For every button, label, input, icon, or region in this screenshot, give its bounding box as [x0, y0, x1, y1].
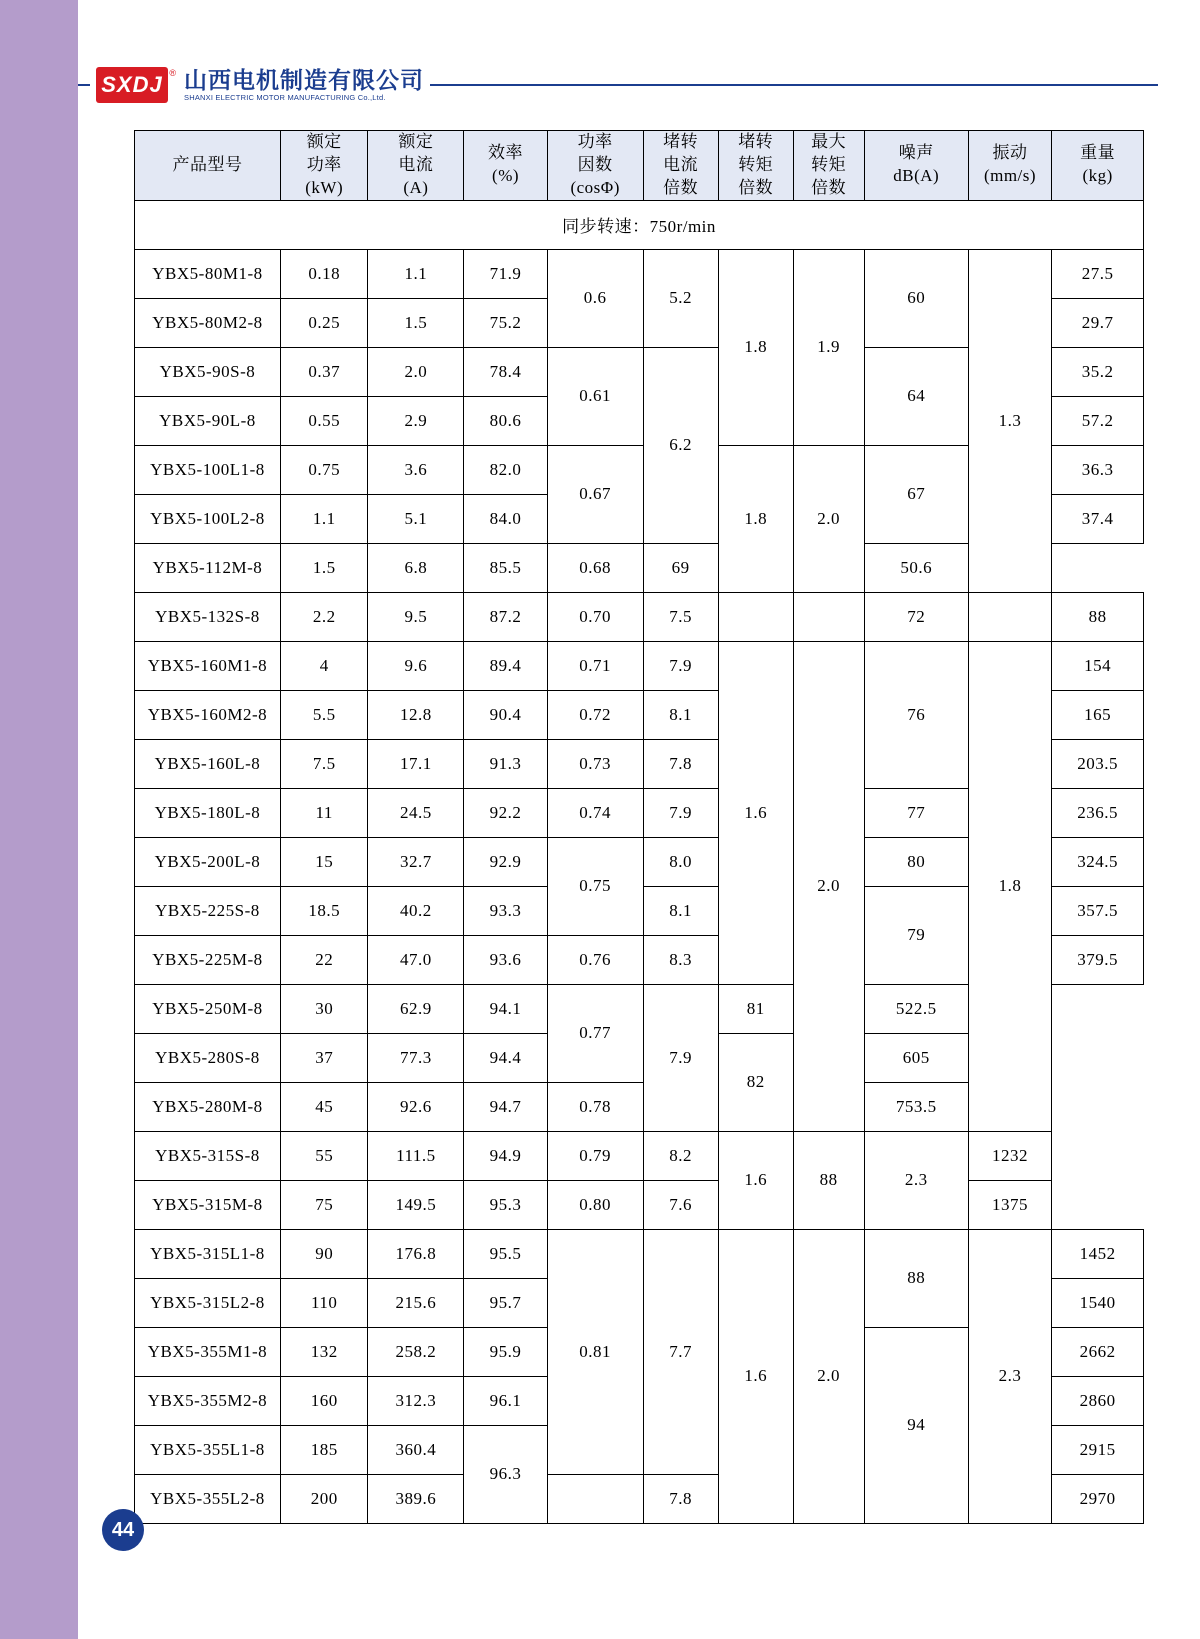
company-name-cn: 山西电机制造有限公司	[184, 66, 424, 93]
cell-model: YBX5-280M-8	[135, 1082, 281, 1131]
cell-current: 111.5	[368, 1131, 464, 1180]
cell-current: 258.2	[368, 1327, 464, 1376]
cell-power-factor: 0.71	[547, 641, 643, 690]
cell-weight: 605	[864, 1033, 968, 1082]
cell-efficiency: 94.9	[464, 1131, 547, 1180]
cell-locked-current: 7.9	[643, 641, 718, 690]
col-vibration: 振动 (mm/s)	[968, 131, 1051, 201]
cell-locked-current: 8.1	[643, 886, 718, 935]
cell-power: 15	[280, 837, 368, 886]
cell-model: YBX5-80M1-8	[135, 249, 281, 298]
cell-efficiency: 82.0	[464, 445, 547, 494]
cell-model: YBX5-100L2-8	[135, 494, 281, 543]
cell-power: 5.5	[280, 690, 368, 739]
cell-power: 1.5	[280, 543, 368, 592]
col-weight: 重量 (kg)	[1052, 131, 1144, 201]
cell-power-factor: 0.77	[547, 984, 643, 1082]
cell-model: YBX5-225S-8	[135, 886, 281, 935]
header-rule-left	[78, 84, 90, 86]
cell-efficiency: 91.3	[464, 739, 547, 788]
cell-weight: 37.4	[1052, 494, 1144, 543]
cell-power-factor: 0.6	[547, 249, 643, 347]
cell-weight: 2970	[1052, 1474, 1144, 1523]
cell-noise: 77	[864, 788, 968, 837]
cell-locked-torque: 1.6	[718, 1131, 793, 1229]
cell-efficiency: 92.9	[464, 837, 547, 886]
page-number-badge: 44	[102, 1509, 144, 1551]
cell-current: 1.5	[368, 298, 464, 347]
cell-power: 1.1	[280, 494, 368, 543]
cell-locked-current: 7.7	[643, 1229, 718, 1474]
cell-power: 4	[280, 641, 368, 690]
cell-model: YBX5-100L1-8	[135, 445, 281, 494]
company-name-en: SHANXI ELECTRIC MOTOR MANUFACTURING Co.,Ltd.	[184, 93, 386, 103]
cell-model: YBX5-355L1-8	[135, 1425, 281, 1474]
cell-max-torque	[793, 592, 864, 641]
cell-power: 2.2	[280, 592, 368, 641]
cell-noise: 69	[643, 543, 718, 592]
cell-locked-current: 7.8	[643, 1474, 718, 1523]
cell-efficiency: 71.9	[464, 249, 547, 298]
cell-locked-current: 7.8	[643, 739, 718, 788]
cell-max-torque: 2.0	[793, 641, 864, 1131]
cell-power: 132	[280, 1327, 368, 1376]
cell-power: 0.75	[280, 445, 368, 494]
cell-weight: 324.5	[1052, 837, 1144, 886]
cell-max-torque: 1.9	[793, 249, 864, 445]
cell-current: 9.5	[368, 592, 464, 641]
cell-weight: 36.3	[1052, 445, 1144, 494]
cell-current: 9.6	[368, 641, 464, 690]
cell-efficiency: 85.5	[464, 543, 547, 592]
table-row	[135, 1180, 1144, 1229]
cell-power-factor: 0.73	[547, 739, 643, 788]
cell-power: 0.25	[280, 298, 368, 347]
cell-efficiency: 95.7	[464, 1278, 547, 1327]
cell-weight: 2662	[1052, 1327, 1144, 1376]
cell-noise: 94	[864, 1327, 968, 1523]
cell-efficiency: 92.2	[464, 788, 547, 837]
cell-current: 77.3	[368, 1033, 464, 1082]
cell-power-factor: 0.76	[547, 935, 643, 984]
page-sheet	[78, 0, 1200, 1639]
cell-weight: 35.2	[1052, 347, 1144, 396]
section-title-row	[135, 200, 1144, 249]
cell-current: 32.7	[368, 837, 464, 886]
table-row	[135, 641, 1144, 690]
cell-efficiency: 87.2	[464, 592, 547, 641]
cell-current: 2.0	[368, 347, 464, 396]
cell-power-factor: 0.61	[547, 347, 643, 445]
table-row	[135, 249, 1144, 298]
cell-weight: 753.5	[864, 1082, 968, 1131]
cell-vibration: 2.3	[968, 1229, 1051, 1523]
cell-efficiency: 95.3	[464, 1180, 547, 1229]
company-logo	[90, 67, 430, 103]
col-rated-power: 额定 功率 (kW)	[280, 131, 368, 201]
cell-locked-torque: 1.6	[718, 1229, 793, 1523]
cell-model: YBX5-160L-8	[135, 739, 281, 788]
col-max-torque: 最大 转矩 倍数	[793, 131, 864, 201]
cell-weight: 27.5	[1052, 249, 1144, 298]
motor-spec-table	[134, 130, 1144, 1524]
cell-current: 17.1	[368, 739, 464, 788]
cell-efficiency: 80.6	[464, 396, 547, 445]
logo-mark-text: SXDJ	[101, 72, 163, 97]
cell-efficiency: 78.4	[464, 347, 547, 396]
cell-power: 18.5	[280, 886, 368, 935]
cell-model: YBX5-355L2-8	[135, 1474, 281, 1523]
cell-noise: 60	[864, 249, 968, 347]
document-header	[78, 56, 1158, 114]
header-rule-right	[430, 84, 1158, 86]
cell-efficiency: 96.1	[464, 1376, 547, 1425]
cell-model: YBX5-250M-8	[135, 984, 281, 1033]
registered-icon: ®	[169, 68, 177, 78]
cell-noise: 76	[864, 641, 968, 788]
cell-power: 55	[280, 1131, 368, 1180]
cell-current: 62.9	[368, 984, 464, 1033]
cell-model: YBX5-355M2-8	[135, 1376, 281, 1425]
cell-efficiency: 94.4	[464, 1033, 547, 1082]
cell-weight: 1540	[1052, 1278, 1144, 1327]
cell-locked-current: 8.2	[643, 1131, 718, 1180]
cell-model: YBX5-160M2-8	[135, 690, 281, 739]
cell-locked-current: 5.2	[643, 249, 718, 347]
cell-noise: 79	[864, 886, 968, 984]
cell-locked-torque	[718, 592, 793, 641]
cell-power-factor: 0.81	[547, 1229, 643, 1474]
cell-noise: 67	[864, 445, 968, 543]
cell-current: 389.6	[368, 1474, 464, 1523]
cell-weight: 2860	[1052, 1376, 1144, 1425]
cell-model: YBX5-80M2-8	[135, 298, 281, 347]
cell-locked-current: 7.9	[643, 788, 718, 837]
table-row	[135, 1131, 1144, 1180]
cell-efficiency: 93.6	[464, 935, 547, 984]
col-model: 产品型号	[135, 131, 281, 201]
cell-model: YBX5-200L-8	[135, 837, 281, 886]
cell-locked-current: 8.3	[643, 935, 718, 984]
cell-vibration: 2.3	[864, 1131, 968, 1229]
cell-vibration: 1.8	[968, 641, 1051, 1131]
cell-model: YBX5-132S-8	[135, 592, 281, 641]
col-locked-torque: 堵转 转矩 倍数	[718, 131, 793, 201]
cell-noise: 81	[718, 984, 793, 1033]
cell-power: 30	[280, 984, 368, 1033]
cell-power: 160	[280, 1376, 368, 1425]
cell-weight: 88	[1052, 592, 1144, 641]
cell-efficiency: 89.4	[464, 641, 547, 690]
cell-efficiency: 95.9	[464, 1327, 547, 1376]
cell-max-torque: 2.0	[793, 445, 864, 592]
cell-weight: 57.2	[1052, 396, 1144, 445]
cell-power: 0.37	[280, 347, 368, 396]
cell-efficiency: 93.3	[464, 886, 547, 935]
cell-model: YBX5-355M1-8	[135, 1327, 281, 1376]
cell-weight: 50.6	[864, 543, 968, 592]
col-locked-current: 堵转 电流 倍数	[643, 131, 718, 201]
cell-current: 215.6	[368, 1278, 464, 1327]
cell-weight: 165	[1052, 690, 1144, 739]
cell-weight: 357.5	[1052, 886, 1144, 935]
cell-weight: 154	[1052, 641, 1144, 690]
cell-efficiency: 95.5	[464, 1229, 547, 1278]
cell-power-factor: 0.79	[547, 1131, 643, 1180]
cell-locked-current: 7.6	[643, 1180, 718, 1229]
cell-current: 360.4	[368, 1425, 464, 1474]
cell-current: 2.9	[368, 396, 464, 445]
cell-model: YBX5-315L2-8	[135, 1278, 281, 1327]
cell-efficiency: 94.7	[464, 1082, 547, 1131]
cell-vibration: 1.3	[968, 249, 1051, 592]
cell-power: 22	[280, 935, 368, 984]
cell-weight: 1375	[968, 1180, 1051, 1229]
cell-power: 0.55	[280, 396, 368, 445]
cell-locked-torque: 1.8	[718, 249, 793, 445]
cell-efficiency: 84.0	[464, 494, 547, 543]
cell-power-factor: 0.75	[547, 837, 643, 935]
cell-power: 0.18	[280, 249, 368, 298]
cell-noise: 72	[864, 592, 968, 641]
page-left-bar	[0, 0, 78, 1639]
cell-power: 185	[280, 1425, 368, 1474]
cell-locked-current: 7.5	[643, 592, 718, 641]
cell-efficiency: 75.2	[464, 298, 547, 347]
cell-current: 176.8	[368, 1229, 464, 1278]
cell-weight: 1452	[1052, 1229, 1144, 1278]
cell-weight: 29.7	[1052, 298, 1144, 347]
cell-vibration	[968, 592, 1051, 641]
cell-weight: 379.5	[1052, 935, 1144, 984]
col-efficiency: 效率 (%)	[464, 131, 547, 201]
cell-locked-torque: 1.8	[718, 445, 793, 592]
table-header-row	[135, 131, 1144, 201]
cell-model: YBX5-90S-8	[135, 347, 281, 396]
section-title: 同步转速：750r/min	[135, 200, 1144, 249]
cell-model: YBX5-315S-8	[135, 1131, 281, 1180]
cell-power: 110	[280, 1278, 368, 1327]
cell-power: 200	[280, 1474, 368, 1523]
cell-max-torque: 2.0	[793, 1229, 864, 1523]
cell-weight: 2915	[1052, 1425, 1144, 1474]
company-name-block	[184, 68, 424, 102]
cell-power-factor: 0.68	[547, 543, 643, 592]
cell-current: 5.1	[368, 494, 464, 543]
cell-current: 1.1	[368, 249, 464, 298]
cell-power-factor	[547, 1474, 643, 1523]
table-row	[135, 1229, 1144, 1278]
cell-power: 75	[280, 1180, 368, 1229]
cell-noise: 82	[718, 1033, 793, 1131]
cell-power-factor: 0.70	[547, 592, 643, 641]
cell-model: YBX5-280S-8	[135, 1033, 281, 1082]
cell-current: 312.3	[368, 1376, 464, 1425]
cell-model: YBX5-160M1-8	[135, 641, 281, 690]
cell-current: 12.8	[368, 690, 464, 739]
cell-noise: 88	[793, 1131, 864, 1229]
cell-locked-current: 7.9	[643, 984, 718, 1131]
cell-power: 90	[280, 1229, 368, 1278]
cell-weight: 1232	[968, 1131, 1051, 1180]
cell-model: YBX5-90L-8	[135, 396, 281, 445]
cell-noise: 80	[864, 837, 968, 886]
cell-model: YBX5-315M-8	[135, 1180, 281, 1229]
cell-power-factor: 0.72	[547, 690, 643, 739]
col-noise: 噪声 dB(A)	[864, 131, 968, 201]
table-row	[135, 592, 1144, 641]
cell-locked-current: 8.1	[643, 690, 718, 739]
cell-power: 7.5	[280, 739, 368, 788]
cell-locked-current: 8.0	[643, 837, 718, 886]
cell-power-factor: 0.74	[547, 788, 643, 837]
cell-current: 3.6	[368, 445, 464, 494]
cell-power-factor: 0.80	[547, 1180, 643, 1229]
cell-model: YBX5-180L-8	[135, 788, 281, 837]
cell-current: 24.5	[368, 788, 464, 837]
cell-current: 92.6	[368, 1082, 464, 1131]
cell-model: YBX5-112M-8	[135, 543, 281, 592]
cell-current: 40.2	[368, 886, 464, 935]
cell-power: 45	[280, 1082, 368, 1131]
cell-current: 6.8	[368, 543, 464, 592]
cell-current: 47.0	[368, 935, 464, 984]
cell-power: 37	[280, 1033, 368, 1082]
cell-current: 149.5	[368, 1180, 464, 1229]
logo-mark-icon	[96, 67, 177, 103]
cell-power-factor: 0.78	[547, 1082, 643, 1131]
cell-noise: 64	[864, 347, 968, 445]
cell-power-factor: 0.67	[547, 445, 643, 543]
col-rated-current: 额定 电流 (A)	[368, 131, 464, 201]
cell-efficiency: 90.4	[464, 690, 547, 739]
cell-weight: 522.5	[864, 984, 968, 1033]
cell-weight: 236.5	[1052, 788, 1144, 837]
cell-model: YBX5-225M-8	[135, 935, 281, 984]
cell-locked-current: 6.2	[643, 347, 718, 543]
cell-power: 11	[280, 788, 368, 837]
cell-noise: 88	[864, 1229, 968, 1327]
cell-efficiency: 96.3	[464, 1425, 547, 1523]
cell-model: YBX5-315L1-8	[135, 1229, 281, 1278]
col-power-factor: 功率 因数 (cosΦ)	[547, 131, 643, 201]
cell-locked-torque: 1.6	[718, 641, 793, 984]
cell-efficiency: 94.1	[464, 984, 547, 1033]
cell-weight: 203.5	[1052, 739, 1144, 788]
